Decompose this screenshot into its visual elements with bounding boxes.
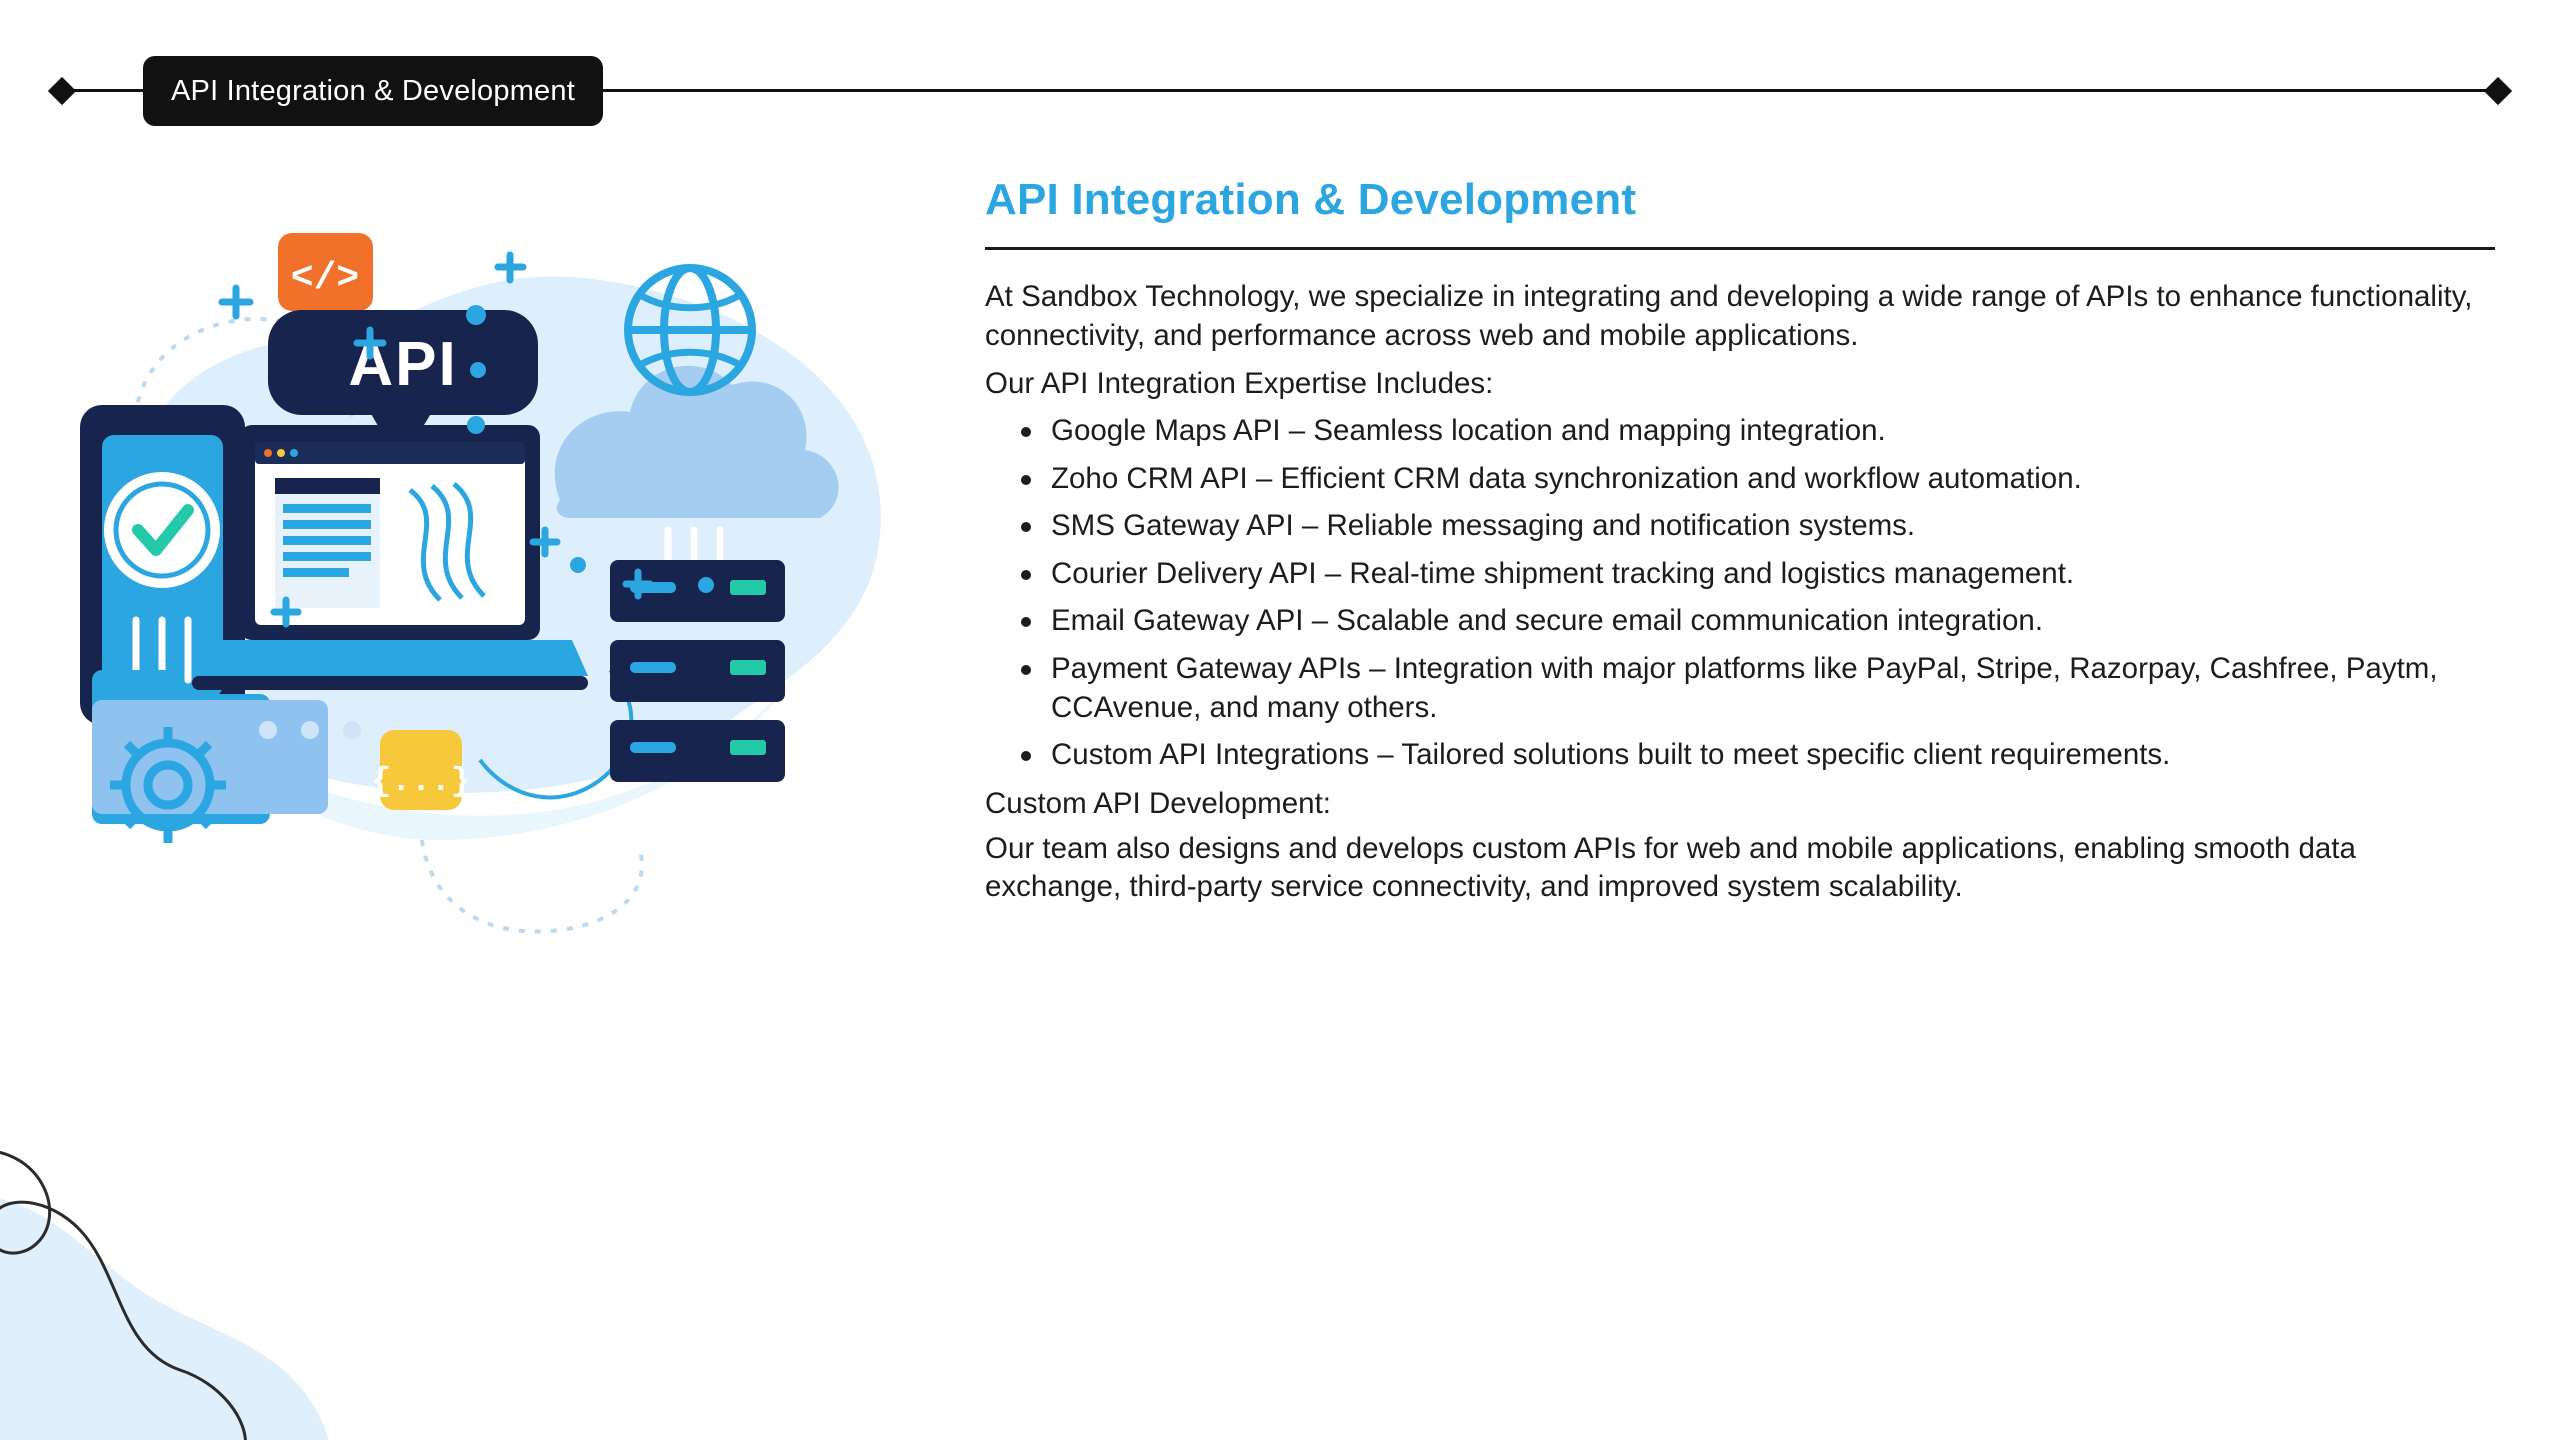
expertise-list [1047,412,2495,775]
list-item: Google Maps API – Seamless location and mapping integration. [1047,412,2495,451]
ribbon-tag-label: API Integration & Development [171,74,575,107]
list-item: Email Gateway API – Scalable and secure email communication integration. [1047,602,2495,641]
code-tag-icon [278,233,373,311]
expertise-lead-in: Our API Integration Expertise Includes: [985,367,1494,401]
list-item: Payment Gateway APIs – Integration with major platforms like PayPal, Stripe, Razorpay, Cashfree, Paytm, CCAvenue, and many others. [1047,650,2495,727]
list-item: Courier Delivery API – Real-time shipment tracking and logistics management. [1047,555,2495,594]
custom-development-paragraph: Our team also designs and develops custom APIs for web and mobile applications, enabling smooth data exchange, third-party service connectivity, and improved system scalability. [985,831,2356,904]
title-divider [985,247,2495,250]
custom-development-label: Custom API Development: [985,787,1331,821]
intro-paragraph: At Sandbox Technology, we specialize in integrating and developing a wide range of APIs to enhance functionality, connectivity, and performance across web and mobile applications. [985,280,2473,352]
svg-text:API: API [348,330,458,399]
json-braces-icon [371,730,470,810]
list-item: Custom API Integrations – Tailored solutions built to meet specific client requirements. [1047,736,2495,775]
ribbon-tag [143,56,603,126]
list-item: SMS Gateway API – Reliable messaging and notification systems. [1047,507,2495,546]
bottom-left-decoration [0,1120,450,1440]
api-illustration [40,200,980,1040]
svg-text:{...}: {...} [371,763,471,800]
list-item: Zoho CRM API – Efficient CRM data synchronization and workflow automation. [1047,460,2495,499]
ribbon-diamond-right-icon [2484,77,2512,105]
svg-text:</>: </> [290,257,360,300]
dotted-curve-bottom [422,840,642,932]
content-panel [985,175,2495,907]
dot-row [259,721,361,739]
ribbon-diamond-left-icon [48,77,76,105]
page-title: API Integration & Development [985,175,1637,224]
top-ribbon [0,74,2560,107]
laptop-icon [192,425,588,690]
